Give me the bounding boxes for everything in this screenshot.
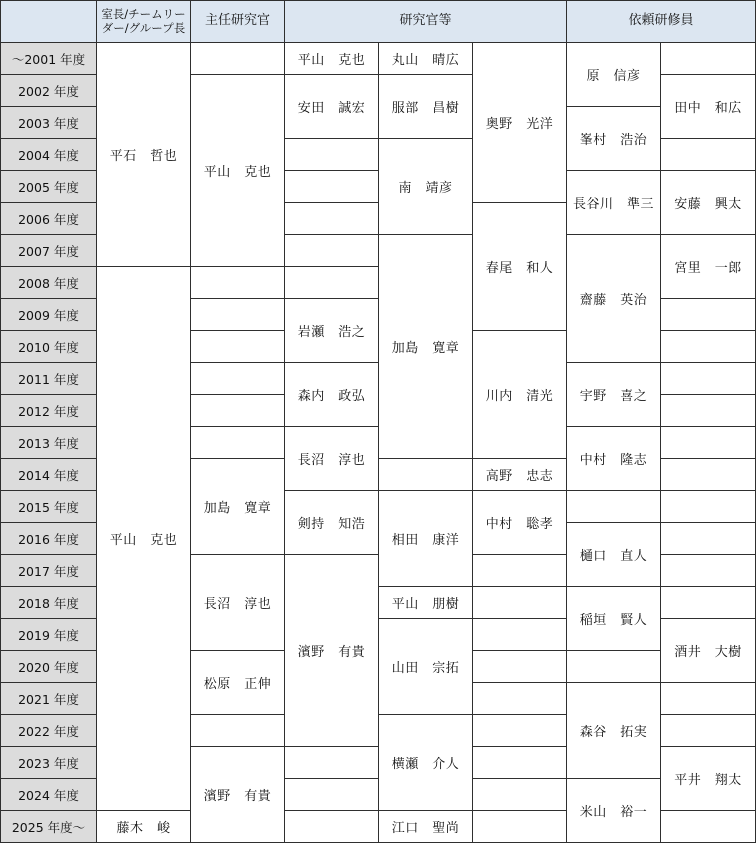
chief-cell: 平山 克也 [97,267,191,811]
trainee-cell: 峯村 浩治 [567,107,661,171]
header-corner [1,1,97,43]
trainee-cell: 宮里 一郎 [661,235,756,299]
year-label: 2008 年度 [1,267,97,299]
year-label: 2020 年度 [1,651,97,683]
header-researchers: 研究官等 [285,1,567,43]
year-label: 2005 年度 [1,171,97,203]
researcher-cell: 江口 聖尚 [379,811,473,843]
empty-cell [661,299,756,331]
empty-cell [191,331,285,363]
trainee-cell: 酒井 大樹 [661,619,756,683]
empty-cell [473,619,567,651]
header-row [1,1,756,43]
empty-cell [661,587,756,619]
empty-cell [285,747,379,779]
researcher-cell: 中村 聡孝 [473,491,567,555]
empty-cell [285,171,379,203]
empty-cell [285,811,379,843]
researcher-cell: 高野 忠志 [473,459,567,491]
researcher-cell: 奥野 光洋 [473,43,567,203]
trainee-cell: 原 信彦 [567,43,661,107]
empty-cell [285,779,379,811]
chief-cell: 平石 哲也 [97,43,191,267]
year-label: 2002 年度 [1,75,97,107]
researcher-cell: 濱野 有貴 [285,555,379,747]
empty-cell [661,555,756,587]
trainee-cell: 宇野 喜之 [567,363,661,427]
empty-cell [661,459,756,491]
table-row [1,43,756,75]
researcher-cell: 丸山 晴広 [379,43,473,75]
empty-cell [473,811,567,843]
year-label: 2003 年度 [1,107,97,139]
chief-cell: 藤木 峻 [97,811,191,843]
researcher-cell: 齋藤 英治 [567,235,661,363]
empty-cell [191,299,285,331]
senior-cell: 加島 寛章 [191,459,285,555]
year-label: ～2001 年度 [1,43,97,75]
trainee-cell: 平井 翔太 [661,747,756,811]
year-label: 2025 年度～ [1,811,97,843]
year-label: 2016 年度 [1,523,97,555]
empty-cell [661,491,756,523]
empty-cell [661,395,756,427]
header-trainees: 依頼研修員 [567,1,756,43]
researcher-cell: 春尾 和人 [473,203,567,331]
researcher-cell: 長沼 淳也 [285,427,379,491]
year-label: 2018 年度 [1,587,97,619]
year-label: 2015 年度 [1,491,97,523]
researcher-cell: 剣持 知浩 [285,491,379,555]
trainee-cell: 樋口 直人 [567,523,661,587]
researcher-cell: 相田 康洋 [379,491,473,587]
empty-cell [285,203,379,235]
empty-cell [191,267,285,299]
empty-cell [285,235,379,267]
empty-cell [661,139,756,171]
empty-cell [661,331,756,363]
year-label: 2023 年度 [1,747,97,779]
trainee-cell: 米山 裕一 [567,779,661,843]
researcher-cell: 川内 清光 [473,331,567,459]
year-label: 2022 年度 [1,715,97,747]
empty-cell [473,587,567,619]
researcher-cell: 平山 克也 [285,43,379,75]
empty-cell [191,395,285,427]
year-label: 2021 年度 [1,683,97,715]
empty-cell [473,715,567,747]
empty-cell [191,363,285,395]
researcher-cell: 加島 寛章 [379,235,473,459]
empty-cell [191,43,285,75]
empty-cell [661,427,756,459]
empty-cell [473,683,567,715]
trainee-cell: 中村 隆志 [567,427,661,491]
trainee-cell: 長谷川 準三 [567,171,661,235]
researcher-cell: 森内 政弘 [285,363,379,427]
trainee-cell: 安藤 興太 [661,171,756,235]
year-label: 2010 年度 [1,331,97,363]
empty-cell [661,43,756,75]
empty-cell [567,491,661,523]
empty-cell [473,555,567,587]
trainee-cell: 田中 和広 [661,75,756,139]
year-label: 2013 年度 [1,427,97,459]
empty-cell [473,651,567,683]
empty-cell [285,267,379,299]
researcher-cell: 服部 昌樹 [379,75,473,139]
header-chief: 室長/チームリーダー/グループ長 [97,1,191,43]
trainee-cell: 稲垣 賢人 [567,587,661,651]
header-senior-researcher: 主任研究官 [191,1,285,43]
year-label: 2011 年度 [1,363,97,395]
year-label: 2014 年度 [1,459,97,491]
empty-cell [661,811,756,843]
researcher-cell: 山田 宗拓 [379,619,473,715]
empty-cell [285,139,379,171]
trainee-cell: 森谷 拓実 [567,683,661,779]
empty-cell [191,427,285,459]
empty-cell [567,651,661,683]
researcher-cell: 横瀬 介人 [379,715,473,811]
year-label: 2019 年度 [1,619,97,651]
researcher-cell: 南 靖彦 [379,139,473,235]
empty-cell [379,459,473,491]
year-label: 2004 年度 [1,139,97,171]
empty-cell [473,779,567,811]
empty-cell [661,523,756,555]
year-label: 2017 年度 [1,555,97,587]
senior-cell: 松原 正伸 [191,651,285,715]
year-label: 2024 年度 [1,779,97,811]
year-label: 2009 年度 [1,299,97,331]
trainee-cell: 岩瀬 浩之 [285,299,379,363]
empty-cell [661,363,756,395]
year-label: 2007 年度 [1,235,97,267]
empty-cell [473,747,567,779]
year-label: 2006 年度 [1,203,97,235]
empty-cell [661,683,756,715]
senior-cell: 長沼 淳也 [191,555,285,651]
empty-cell [661,715,756,747]
researcher-cell: 安田 誠宏 [285,75,379,139]
researcher-cell: 平山 朋樹 [379,587,473,619]
year-label: 2012 年度 [1,395,97,427]
senior-cell: 平山 克也 [191,75,285,267]
empty-cell [191,715,285,747]
senior-cell: 濱野 有貴 [191,747,285,843]
